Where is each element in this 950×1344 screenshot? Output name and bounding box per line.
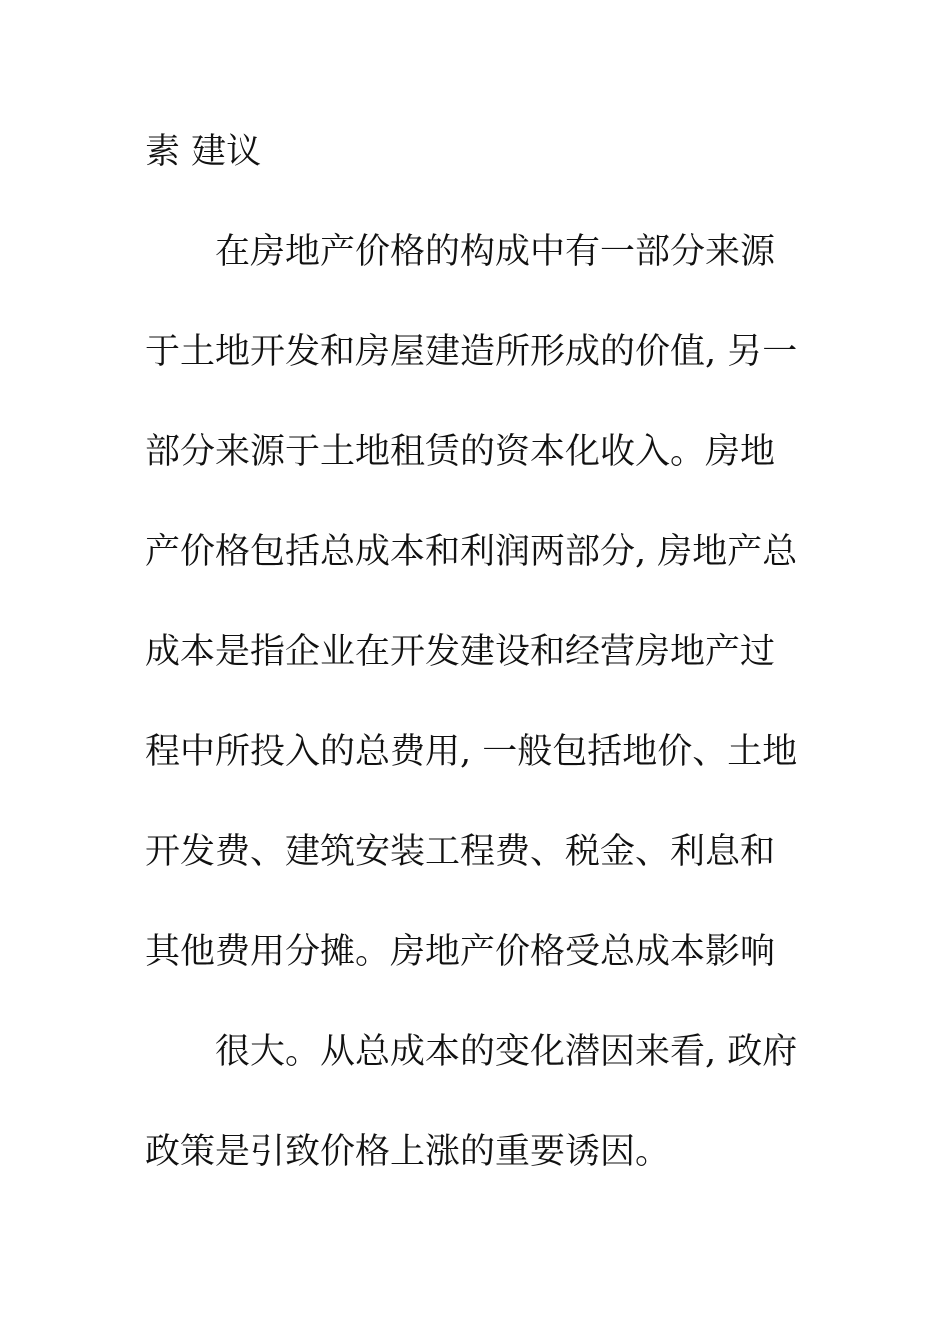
paragraph-line: 程中所投入的总费用, 一般包括地价、土地 [145, 732, 798, 772]
paragraph-line: 部分来源于土地租赁的资本化收入。房地 [145, 432, 776, 472]
paragraph-line: 其他费用分摊。房地产价格受总成本影响 [145, 932, 776, 972]
paragraph-line: 在房地产价格的构成中有一部分来源 [215, 232, 776, 272]
paragraph-line: 产价格包括总成本和利润两部分, 房地产总 [145, 532, 798, 572]
paragraph-line: 政策是引致价格上涨的重要诱因。 [145, 1132, 671, 1172]
paragraph-line: 成本是指企业在开发建设和经营房地产过 [145, 632, 776, 672]
paragraph-line: 于土地开发和房屋建造所形成的价值, 另一 [145, 332, 798, 372]
paragraph-line: 开发费、建筑安装工程费、税金、利息和 [145, 832, 776, 872]
paragraph-line: 很大。从总成本的变化潜因来看, 政府 [215, 1032, 798, 1072]
heading-fragment: 素 建议 [145, 132, 262, 172]
